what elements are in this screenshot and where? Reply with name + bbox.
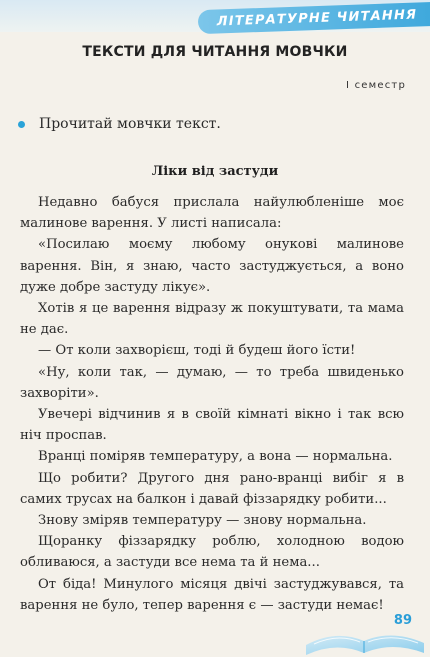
story-paragraph: «Посилаю моєму любому онукові малинове варення. Він, я знаю, часто застуджується, а воно дуже добре застуду лікує». [20, 237, 404, 295]
story-paragraph: Щоранку фіззарядку роблю, холодною водою обливаюся, а застуди все нема та й нема... [20, 534, 404, 571]
bullet-icon [18, 121, 25, 128]
page-number: 89 [393, 613, 412, 628]
section-label: ЛІТЕРАТУРНЕ ЧИТАННЯ [216, 7, 418, 29]
story-paragraph: Увечері відчинив я в своїй кімнаті вікно і так всю ніч проспав. [20, 407, 404, 444]
story-paragraph: — От коли захворієш, тоді й будеш його їсти! [38, 343, 356, 359]
story-paragraph: От біда! Минулого місяця двічі застуджувався, та варення не було, тепер варення є — застуди немає! [20, 576, 404, 613]
story-paragraph: Хотів я це варення відразу ж покуштувати, та мама не дає. [20, 301, 404, 338]
semester-label: І семестр [346, 80, 406, 91]
story-paragraph: «Ну, коли так, — думаю, — то треба швиденько захворіти». [20, 364, 404, 401]
story-title: Ліки від застуди [151, 164, 279, 179]
page-heading: ТЕКСТИ ДЛЯ ЧИТАННЯ МОВЧКИ [82, 44, 348, 60]
story-paragraph: Що робити? Другого дня рано-вранці вибіг я в самих трусах на балкон і давай фіззарядку робити... [20, 470, 404, 507]
story-paragraph: Вранці поміряв температуру, а вона — нормальна. [38, 449, 393, 465]
story-paragraph: Недавно бабуся прислала найулюбленіше моє малинове варення. У листі написала: [20, 195, 404, 232]
story-text [20, 192, 404, 616]
task-text: Прочитай мовчки текст. [39, 116, 221, 132]
story-paragraph: Знову зміряв температуру — знову нормальна. [38, 513, 367, 529]
task-instruction [18, 116, 221, 132]
